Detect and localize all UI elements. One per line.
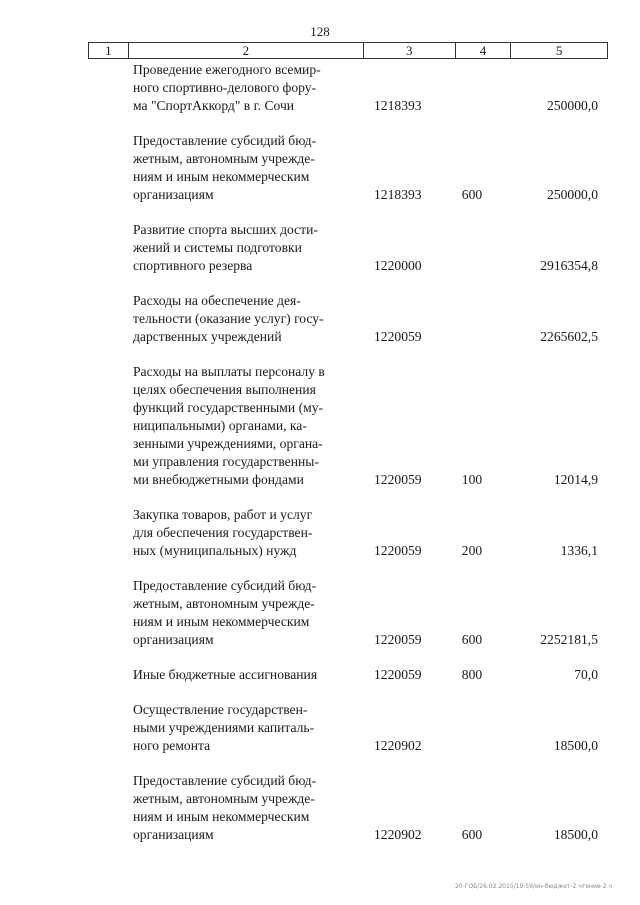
description-line: ми управления государственны- — [133, 454, 319, 469]
row-amount: 18500,0 — [553, 827, 598, 842]
description-line: Осуществление государствен- — [133, 702, 308, 717]
row-description — [133, 701, 349, 755]
description-line: организациям — [133, 187, 214, 202]
table-row — [0, 132, 640, 204]
row-amount: 250000,0 — [547, 187, 598, 202]
row-amount: 2916354,8 — [540, 258, 598, 273]
row-amount: 2265602,5 — [540, 329, 598, 344]
row-code: 1220059 — [374, 632, 422, 647]
description-line: тельности (оказание услуг) госу- — [133, 311, 324, 326]
description-line: организациям — [133, 827, 214, 842]
description-line: ниям и иным некоммерческим — [133, 809, 310, 824]
row-expense-type: 800 — [461, 667, 483, 682]
row-code: 1220000 — [374, 258, 422, 273]
row-code: 1218393 — [374, 187, 422, 202]
description-line: ного спортивно-делового фору- — [133, 80, 317, 95]
description-line: для обеспечения государствен- — [133, 525, 313, 540]
row-expense-type: 600 — [461, 827, 483, 842]
table-row — [0, 577, 640, 649]
description-line: дарственных учреждений — [133, 329, 282, 344]
table-row — [0, 363, 640, 489]
row-code: 1220059 — [374, 667, 422, 682]
description-line: организациям — [133, 632, 214, 647]
description-line: ного ремонта — [133, 738, 211, 753]
description-line: ма "СпортАккорд" в г. Сочи — [133, 98, 295, 113]
description-line: Предоставление субсидий бюд- — [133, 773, 317, 788]
table-header — [88, 42, 608, 59]
row-expense-type: 100 — [461, 472, 483, 487]
row-amount: 1336,1 — [560, 543, 598, 558]
description-line: ниципальными) органами, ка- — [133, 418, 307, 433]
row-code: 1220902 — [374, 738, 422, 753]
description-line: жений и системы подготовки — [133, 240, 302, 255]
row-code: 1220059 — [374, 329, 422, 344]
header-col-1: 1 — [89, 43, 129, 58]
header-col-3: 3 — [364, 43, 456, 58]
row-description — [133, 577, 349, 649]
description-line: жетным, автономным учрежде- — [133, 596, 315, 611]
row-expense-type: 600 — [461, 632, 483, 647]
row-description — [133, 363, 349, 489]
row-description — [133, 61, 349, 115]
description-line: ниям и иным некоммерческим — [133, 169, 310, 184]
description-line: Иные бюджетные ассигнования — [133, 667, 318, 682]
table-row — [0, 666, 640, 684]
row-description — [133, 666, 349, 684]
description-line: целях обеспечения выполнения — [133, 382, 316, 397]
row-amount: 250000,0 — [547, 98, 598, 113]
row-code: 1220902 — [374, 827, 422, 842]
description-line: ми внебюджетными фондами — [133, 472, 304, 487]
description-line: спортивного резерва — [133, 258, 253, 273]
table-row — [0, 61, 640, 115]
row-description — [133, 292, 349, 346]
description-line: зенными учреждениями, органа- — [133, 436, 323, 451]
table-row — [0, 506, 640, 560]
row-amount: 70,0 — [574, 667, 598, 682]
header-col-5: 5 — [555, 43, 563, 58]
row-expense-type: 200 — [461, 543, 483, 558]
row-expense-type: 600 — [461, 187, 483, 202]
row-amount: 2252181,5 — [540, 632, 598, 647]
description-line: ных (муниципальных) нужд — [133, 543, 297, 558]
row-amount: 18500,0 — [553, 738, 598, 753]
row-description — [133, 221, 349, 275]
page-number: 128 — [310, 24, 330, 39]
row-description — [133, 772, 349, 844]
row-code: 1218393 — [374, 98, 422, 113]
description-line: Проведение ежегодного всемир- — [133, 62, 321, 77]
table-row — [0, 292, 640, 346]
description-line: ными учреждениями капиталь- — [133, 720, 315, 735]
row-code: 1220059 — [374, 543, 422, 558]
description-line: Расходы на выплаты персоналу в — [133, 364, 325, 379]
description-line: Предоставление субсидий бюд- — [133, 578, 317, 593]
description-line: Предоставление субсидий бюд- — [133, 133, 317, 148]
header-col-2: 2 — [129, 43, 364, 58]
row-code: 1220059 — [374, 472, 422, 487]
row-description — [133, 132, 349, 204]
table-row — [0, 221, 640, 275]
table-row — [0, 772, 640, 844]
table-row — [0, 701, 640, 755]
description-line: ниям и иным некоммерческим — [133, 614, 310, 629]
description-line: функций государственными (му- — [133, 400, 324, 415]
description-line: Развитие спорта высших дости- — [133, 222, 318, 237]
description-line: жетным, автономным учрежде- — [133, 151, 315, 166]
header-col-4: 4 — [456, 43, 512, 58]
description-line: Расходы на обеспечение дея- — [133, 293, 301, 308]
description-line: жетным, автономным учрежде- — [133, 791, 315, 806]
row-amount: 12014,9 — [553, 472, 598, 487]
footer-note: 20-ГОБ/26.02.2015/19:59/ин-бюджет-2 чтение-2 ч — [454, 883, 612, 890]
description-line: Закупка товаров, работ и услуг — [133, 507, 313, 522]
row-description — [133, 506, 349, 560]
